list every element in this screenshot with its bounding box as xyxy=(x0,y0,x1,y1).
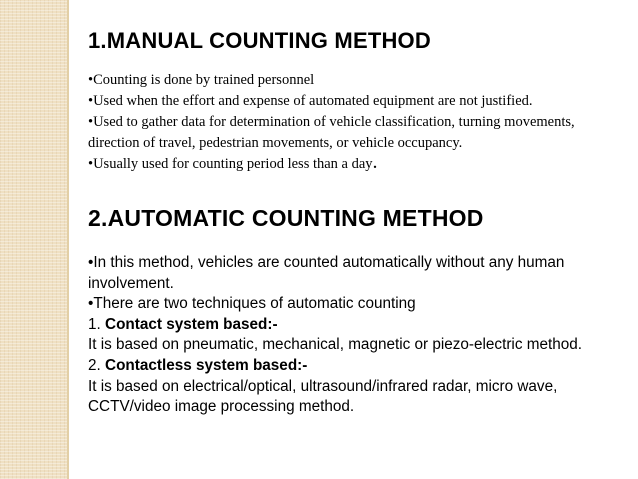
manual-bullet-4-text: •Usually used for counting period less than a day xyxy=(88,156,373,172)
decorative-side-strip xyxy=(0,0,69,479)
automatic-counting-heading: 2.AUTOMATIC COUNTING METHOD xyxy=(88,205,484,231)
automatic-bullet-1: •In this method, vehicles are counted automatically without any human involvement. xyxy=(88,254,565,292)
contact-system-label: Contact system based:- xyxy=(105,315,278,333)
manual-bullet-4 xyxy=(88,151,618,175)
slide xyxy=(69,0,638,479)
manual-bullet-2: •Used when the effort and expense of automated equipment are not justified. xyxy=(88,93,533,109)
contactless-system-item xyxy=(88,356,633,377)
contact-system-item xyxy=(88,315,633,336)
contactless-system-number: 2. xyxy=(88,356,106,374)
manual-bullet-1: •Counting is done by trained personnel xyxy=(88,72,315,88)
manual-bullet-3: •Used to gather data for determination of vehicle classification, turning movements, direction of travel, pedestrian movements, or vehicle occupancy. xyxy=(88,114,575,151)
manual-bullet-4-period: . xyxy=(372,151,378,173)
contactless-system-description: It is based on electrical/optical, ultrasound/infrared radar, micro wave, CCTV/video image processing method. xyxy=(88,377,558,416)
contactless-system-label: Contactless system based:- xyxy=(105,356,308,374)
contact-system-number: 1. xyxy=(88,315,106,333)
manual-counting-heading: 1.MANUAL COUNTING METHOD xyxy=(88,28,431,53)
automatic-bullet-2: •There are two techniques of automatic counting xyxy=(88,295,416,313)
manual-counting-list xyxy=(88,70,618,175)
contact-system-description: It is based on pneumatic, mechanical, magnetic or piezo-electric method. xyxy=(88,336,582,354)
automatic-counting-list xyxy=(88,253,633,418)
